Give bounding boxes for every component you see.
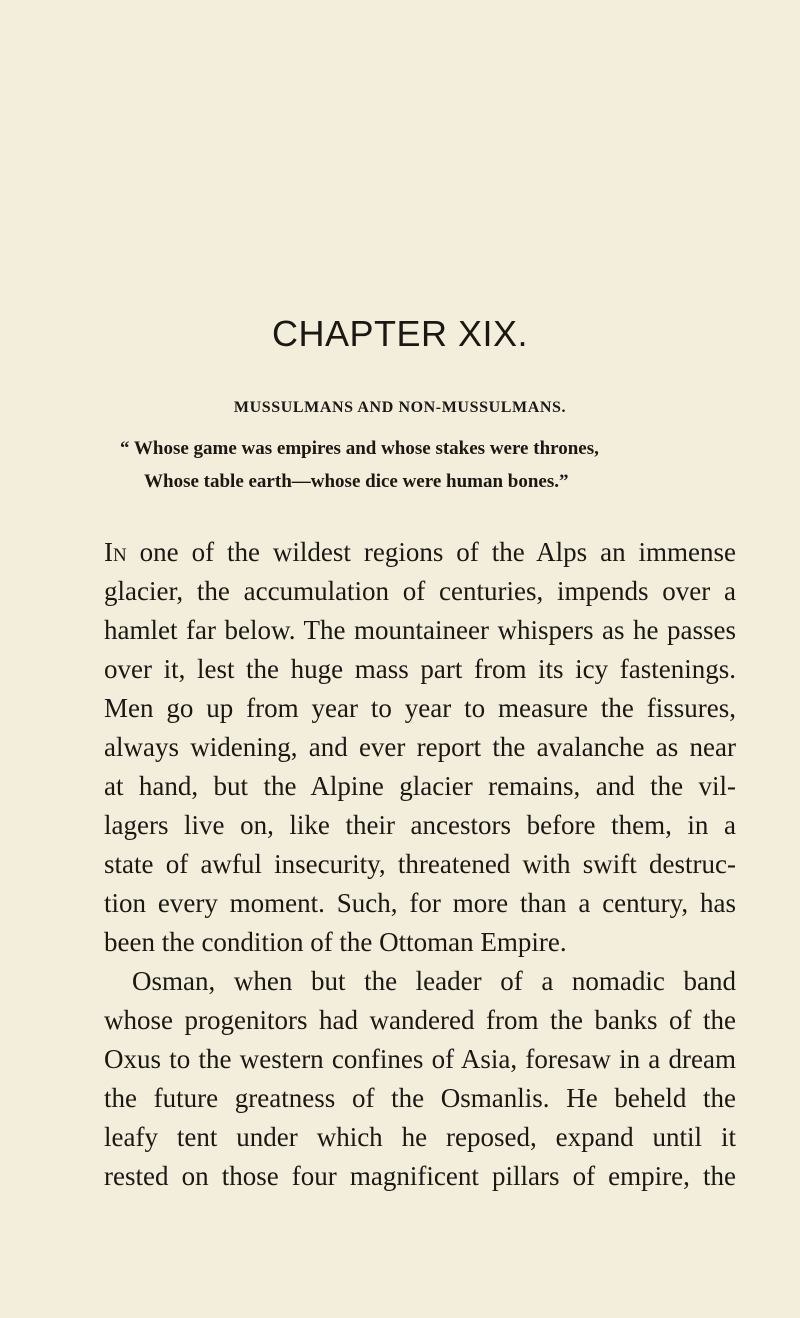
paragraph-line: over it, lest the huge mass part from its icy fastenings.: [104, 654, 736, 684]
paragraph: [104, 962, 736, 1196]
paragraph-line: state of awful insecurity, threatened with swift destruc-: [104, 849, 736, 879]
paragraph-line: whose progenitors had wandered from the banks of the: [104, 1005, 736, 1035]
paragraph-line: glacier, the accumulation of centuries, impends over a: [104, 576, 736, 606]
paragraph-line-text: one of the wildest regions of the Alps an immense: [126, 537, 736, 567]
paragraph-line: rested on those four magnificent pillars of empire, the: [104, 1161, 736, 1191]
epigraph: [120, 432, 700, 498]
epigraph-line: “ Whose game was empires and whose stakes were thrones,: [120, 438, 599, 459]
drop-word: In: [104, 537, 127, 567]
paragraph-line: at hand, but the Alpine glacier remains, and the vil-: [104, 771, 736, 801]
body-text: [104, 533, 736, 1196]
paragraph-line: the future greatness of the Osmanlis. He beheld the: [104, 1083, 736, 1113]
paragraph-line: Men go up from year to year to measure the fissures,: [104, 693, 736, 723]
paragraph-line: hamlet far below. The mountaineer whispers as he passes: [104, 615, 736, 645]
chapter-subtitle: MUSSULMANS AND NON-MUSSULMANS.: [233, 399, 567, 416]
paragraph-line: [104, 533, 736, 572]
paragraph-line: been the condition of the Ottoman Empire.: [104, 927, 567, 957]
paragraph-line: always widening, and ever report the avalanche as near: [104, 732, 736, 762]
paragraph-line: Oxus to the western confines of Asia, foresaw in a dream: [104, 1044, 736, 1074]
paragraph-line: tion every moment. Such, for more than a century, has: [104, 888, 736, 918]
chapter-title: CHAPTER XIX.: [271, 313, 529, 354]
paragraph-line: Osman, when but the leader of a nomadic band: [132, 966, 736, 996]
epigraph-line: Whose table earth—whose dice were human bones.”: [144, 471, 569, 492]
paragraph-line: leafy tent under which he reposed, expand until it: [104, 1122, 736, 1152]
paragraph: [104, 533, 736, 962]
paragraph-line: lagers live on, like their ancestors before them, in a: [104, 810, 736, 840]
